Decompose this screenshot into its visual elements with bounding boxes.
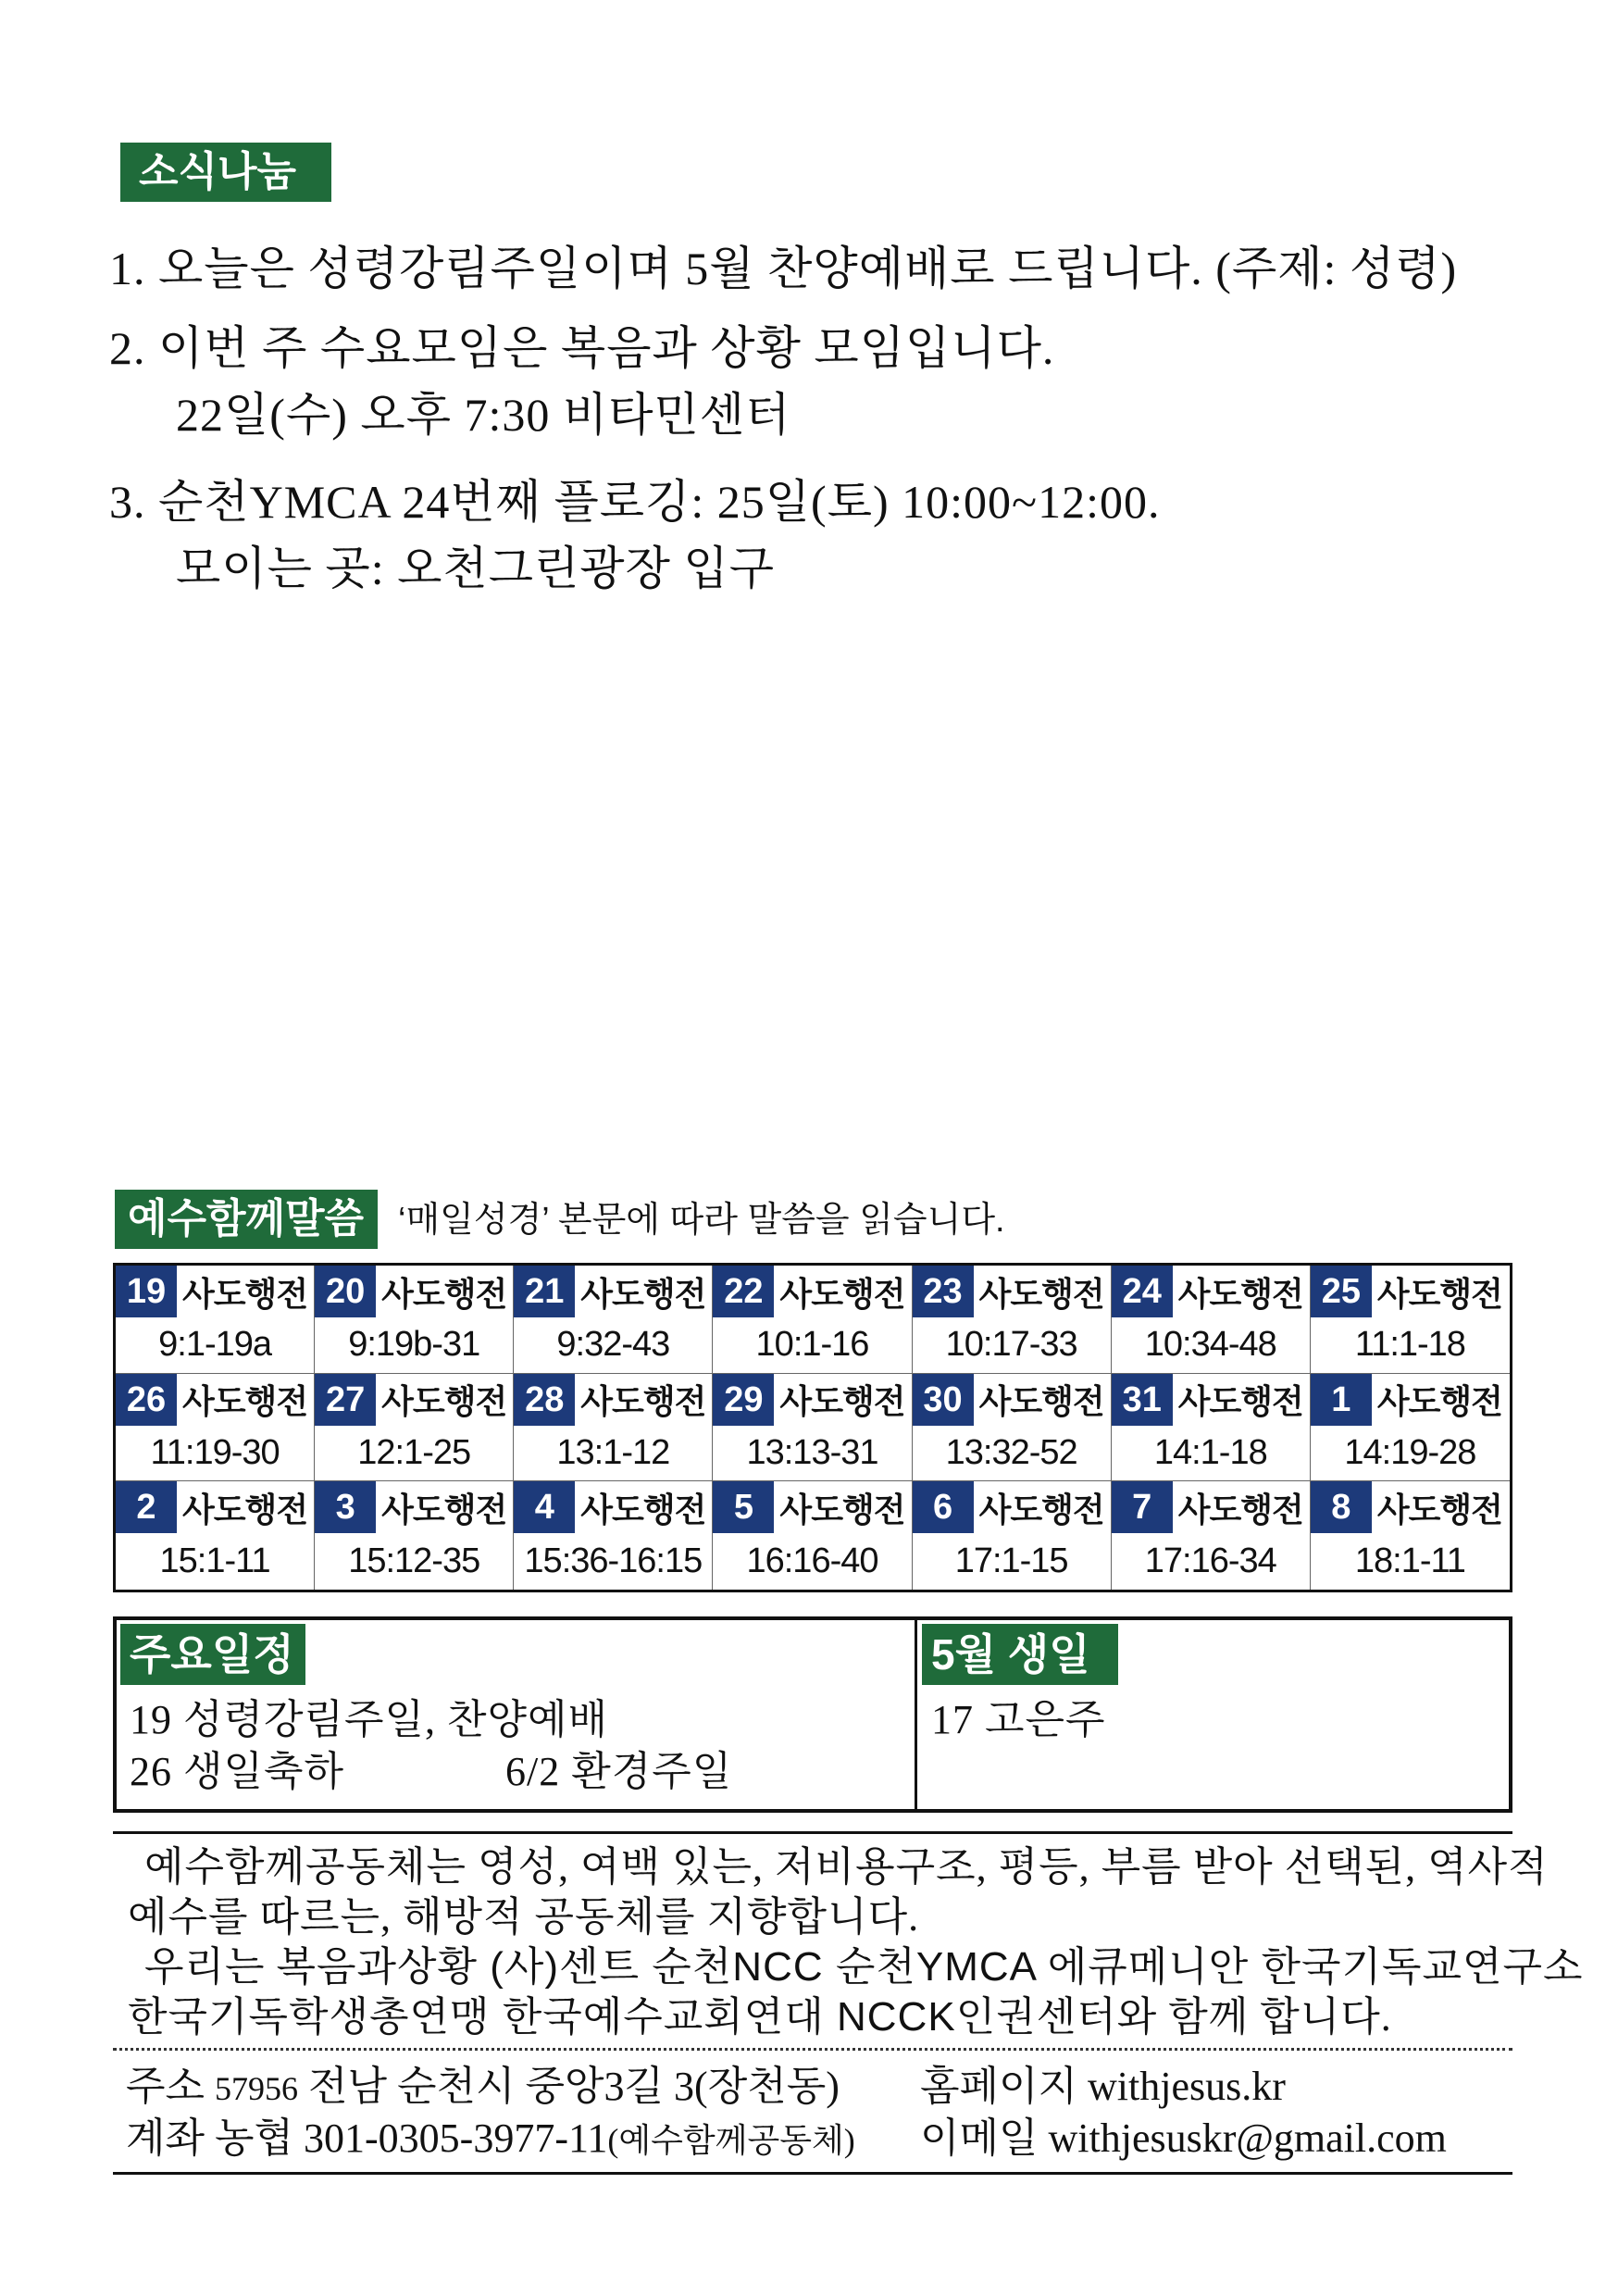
reading-cell-header: [1112, 1266, 1310, 1317]
account-holder: (예수함께공동체): [607, 2122, 855, 2159]
reading-cell-header: [1311, 1481, 1510, 1533]
reading-verse: 13:1-12: [556, 1432, 670, 1472]
reading-day: 5: [713, 1481, 774, 1533]
reading-verse: 15:36-16:15: [524, 1541, 703, 1581]
reading-book: 사도행전: [182, 1490, 308, 1529]
reading-cell: [315, 1374, 514, 1482]
reading-verse: 16:16-40: [746, 1541, 878, 1581]
reading-day: 29: [713, 1374, 774, 1426]
reading-cell: [315, 1481, 514, 1590]
reading-cell: [514, 1374, 713, 1482]
postal-code: 57956: [215, 2070, 299, 2107]
reading-cell-header: [1112, 1374, 1310, 1426]
reading-verse: 10:1-16: [755, 1325, 869, 1365]
reading-book: 사도행전: [978, 1382, 1104, 1421]
reading-cell: [1112, 1374, 1311, 1482]
address-label: 주소: [126, 2064, 205, 2109]
reading-cell-header: [514, 1266, 712, 1317]
reading-cell: [514, 1266, 713, 1374]
reading-book: 사도행전: [580, 1490, 706, 1529]
mission-line-4: [128, 1992, 1516, 2042]
reading-cell: [1311, 1481, 1510, 1590]
reading-cell-header: [514, 1481, 712, 1533]
reading-book: 사도행전: [381, 1490, 507, 1529]
reading-day: 8: [1311, 1481, 1372, 1533]
reading-verse: 14:19-28: [1344, 1432, 1476, 1472]
birthday-label: 5월 생일: [922, 1624, 1118, 1685]
dotted-divider: [113, 2048, 1512, 2051]
bottom-rule: [113, 2172, 1512, 2175]
reading-day: 3: [315, 1481, 376, 1533]
reading-cell-header: [913, 1374, 1111, 1426]
reading-book: 사도행전: [580, 1382, 706, 1421]
account-label: 계좌: [126, 2115, 205, 2161]
reading-book: 사도행전: [182, 1274, 308, 1313]
reading-day: 4: [514, 1481, 575, 1533]
reading-verse: 14:1-18: [1153, 1432, 1267, 1472]
reading-book: 사도행전: [779, 1274, 905, 1313]
bible-section-label: 예수함께말씀: [115, 1190, 378, 1249]
mission-line-1: 예수함께공동체는 영성, 여백 있는, 저비용구조, 평등, 부름 받아 선택된, 역사적: [144, 1844, 1549, 1890]
reading-book: 사도행전: [1177, 1382, 1303, 1421]
reading-book: 사도행전: [381, 1382, 507, 1421]
reading-verse: 13:13-31: [746, 1432, 878, 1472]
reading-day: 25: [1311, 1266, 1372, 1317]
mission-partners-prefix: 우리는: [144, 1944, 266, 1990]
reading-cell-header: [116, 1374, 314, 1426]
address-text: 전남 순천시 중앙3길 3(장천동): [308, 2064, 840, 2109]
reading-cell-header: [315, 1266, 513, 1317]
reading-day: 2: [116, 1481, 177, 1533]
reading-verse: 15:12-35: [348, 1541, 480, 1581]
homepage-link[interactable]: withjesus.kr: [1088, 2064, 1286, 2109]
news-section-label: 소식나눔: [120, 143, 331, 202]
reading-book: 사도행전: [1376, 1382, 1502, 1421]
reading-cell: [315, 1266, 514, 1374]
reading-day: 31: [1112, 1374, 1173, 1426]
schedule-line-2b: 6/2 환경주일: [505, 1749, 733, 1794]
reading-day: 22: [713, 1266, 774, 1317]
reading-verse: 17:16-34: [1144, 1541, 1276, 1581]
reading-cell: [116, 1374, 315, 1482]
reading-cell-header: [514, 1374, 712, 1426]
reading-cell-header: [713, 1374, 911, 1426]
bible-reading-note: ‘매일성경’ 본문에 따라 말씀을 읽습니다.: [398, 1201, 1005, 1240]
footer-homepage: [920, 2061, 1286, 2113]
mission-line-2: 예수를 따르는, 해방적 공동체를 지향합니다.: [128, 1894, 920, 1940]
reading-cell-header: [1112, 1481, 1310, 1533]
reading-day: 1: [1311, 1374, 1372, 1426]
reading-book: 사도행전: [779, 1490, 905, 1529]
reading-day: 26: [116, 1374, 177, 1426]
reading-verse: 15:1-11: [159, 1541, 270, 1581]
reading-cell: [913, 1481, 1112, 1590]
reading-book: 사도행전: [978, 1490, 1104, 1529]
reading-day: 28: [514, 1374, 575, 1426]
reading-cell: [913, 1374, 1112, 1482]
mission-statement: [128, 1842, 1584, 2042]
top-rule: [113, 1831, 1512, 1834]
reading-cell-header: [315, 1374, 513, 1426]
reading-cell: [913, 1266, 1112, 1374]
news-item-2: 2. 이번 주 수요모임은 복음과 상황 모임입니다.: [109, 322, 1055, 374]
reading-cell: [713, 1481, 912, 1590]
schedule-box: [113, 1616, 1512, 1813]
reading-book: 사도행전: [580, 1274, 706, 1313]
reading-cell: [713, 1266, 912, 1374]
reading-cell-header: [315, 1481, 513, 1533]
reading-cell: [116, 1481, 315, 1590]
reading-cell: [116, 1266, 315, 1374]
reading-day: 24: [1112, 1266, 1173, 1317]
reading-cell: [514, 1481, 713, 1590]
reading-day: 19: [116, 1266, 177, 1317]
reading-cell-header: [913, 1481, 1111, 1533]
reading-cell-header: [713, 1266, 911, 1317]
reading-cell: [713, 1374, 912, 1482]
news-item-3-detail: 모이는 곳: 오천그린광장 입구: [176, 543, 775, 594]
birthday-line-1: 17 고은주: [931, 1697, 1106, 1742]
reading-verse: 18:1-11: [1354, 1541, 1465, 1581]
reading-day: 20: [315, 1266, 376, 1317]
schedule-line-2a: 26 생일축하: [130, 1749, 345, 1794]
reading-cell-header: [116, 1266, 314, 1317]
schedule-label: 주요일정: [120, 1624, 305, 1685]
reading-book: 사도행전: [182, 1382, 308, 1421]
reading-book: 사도행전: [1376, 1274, 1502, 1313]
reading-cell: [1112, 1266, 1311, 1374]
mission-partners-list-2: 한국기독학생총연맹 한국예수교회연대 NCCK인권센터: [128, 1994, 1117, 2040]
account-number: 농협 301-0305-3977-11: [215, 2115, 608, 2161]
reading-verse: 11:19-30: [150, 1432, 280, 1472]
reading-book: 사도행전: [1376, 1490, 1502, 1529]
reading-verse: 12:1-25: [357, 1432, 471, 1472]
reading-verse: 11:1-18: [1354, 1325, 1465, 1365]
news-item-1: 1. 오늘은 성령강림주일이며 5월 찬양예배로 드립니다. (주제: 성령): [109, 243, 1458, 294]
reading-verse: 10:34-48: [1144, 1325, 1276, 1365]
reading-verse: 17:1-15: [954, 1541, 1068, 1581]
email-link[interactable]: withjesuskr@gmail.com: [1048, 2115, 1447, 2161]
reading-day: 30: [913, 1374, 974, 1426]
reading-book: 사도행전: [779, 1382, 905, 1421]
reading-day: 6: [913, 1481, 974, 1533]
mission-line-3: [128, 1942, 1584, 1992]
footer-account-line: [126, 2113, 855, 2166]
reading-cell: [1112, 1481, 1311, 1590]
reading-cell: [1311, 1374, 1510, 1482]
reading-verse: 9:1-19a: [158, 1325, 272, 1365]
reading-verse: 9:19b-31: [348, 1325, 480, 1365]
schedule-divider: [915, 1620, 917, 1809]
reading-book: 사도행전: [1177, 1274, 1303, 1313]
footer-address-line: [126, 2061, 840, 2115]
homepage-label: 홈페이지: [920, 2064, 1078, 2109]
reading-book: 사도행전: [381, 1274, 507, 1313]
reading-book: 사도행전: [978, 1274, 1104, 1313]
reading-day: 21: [514, 1266, 575, 1317]
reading-cell: [1311, 1266, 1510, 1374]
news-item-2-detail: 22일(수) 오후 7:30 비타민센터: [176, 389, 791, 441]
schedule-line-1: 19 성령강림주일, 찬양예배: [130, 1697, 609, 1742]
mission-partners-suffix: 와 함께 합니다.: [1116, 1994, 1392, 2040]
reading-verse: 10:17-33: [945, 1325, 1077, 1365]
reading-day: 27: [315, 1374, 376, 1426]
email-label: 이메일: [920, 2115, 1039, 2161]
reading-cell-header: [1311, 1374, 1510, 1426]
reading-cell-header: [913, 1266, 1111, 1317]
reading-book: 사도행전: [1177, 1490, 1303, 1529]
bible-reading-table: [113, 1263, 1512, 1592]
news-item-3: 3. 순천YMCA 24번째 플로깅: 25일(토) 10:00~12:00.: [109, 476, 1161, 528]
reading-verse: 9:32-43: [556, 1325, 670, 1365]
footer-email: [920, 2113, 1447, 2165]
mission-partners-list-1: 복음과상황 (사)센트 순천NCC 순천YMCA 에큐메니안 한국기독교연구소: [276, 1944, 1584, 1990]
reading-cell-header: [1311, 1266, 1510, 1317]
reading-cell-header: [713, 1481, 911, 1533]
reading-cell-header: [116, 1481, 314, 1533]
reading-day: 23: [913, 1266, 974, 1317]
reading-day: 7: [1112, 1481, 1173, 1533]
reading-verse: 13:32-52: [945, 1432, 1077, 1472]
